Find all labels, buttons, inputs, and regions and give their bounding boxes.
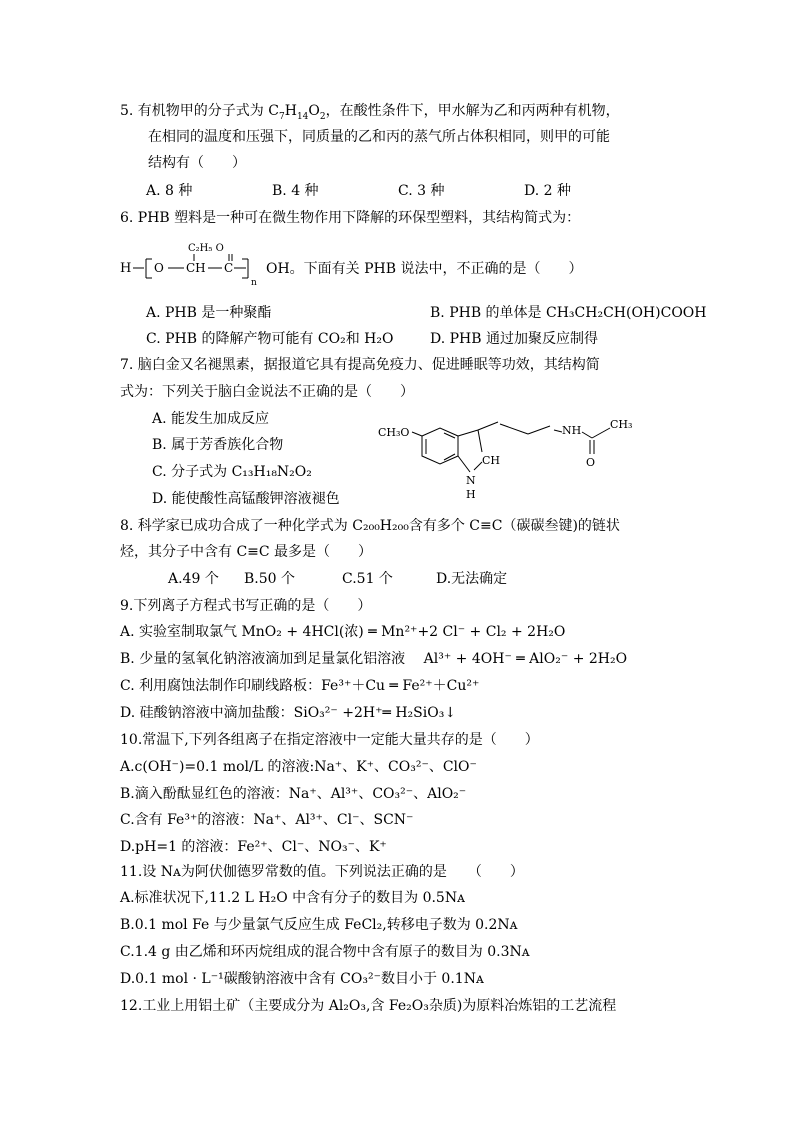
- q8-option-a: A.49 个: [168, 571, 219, 587]
- q11-option-b: B.0.1 mol Fe 与少量氯气反应生成 FeCl₂,转移电子数为 0.2Nᴀ: [120, 917, 518, 933]
- q9-option-b: B. 少量的氢氧化钠溶液滴加到足量氯化铝溶液 Al³⁺ + 4OH⁻ ═ AlO₂⁻ + 2H₂O: [120, 651, 628, 667]
- q12-line1: 12.工业上用铝土矿（主要成分为 Al₂O₃,含 Fe₂O₃杂质)为原料冶炼铝的工艺流程: [120, 998, 617, 1014]
- q9-line1: 9.下列离子方程式书写正确的是（ ）: [120, 598, 372, 614]
- q5-option-c: C. 3 种: [398, 183, 445, 199]
- phb-c: C: [224, 261, 234, 275]
- q7-option-c: C. 分子式为 C₁₃H₁₈N₂O₂: [152, 464, 312, 480]
- q9-option-d: D. 硅酸钠溶液中滴加盐酸：SiO₃²⁻ +2H⁺═ H₂SiO₃↓: [120, 705, 457, 721]
- q11-option-c: C.1.4 g 由乙烯和环丙烷组成的混合物中含有原子的数目为 0.3Nᴀ: [120, 944, 530, 960]
- q10-option-c: C.含有 Fe³⁺的溶液：Na⁺、Al³⁺、Cl⁻、SCN⁻: [120, 812, 414, 828]
- melatonin-structure: [378, 414, 638, 504]
- q9-option-c: C. 利用腐蚀法制作印刷线路板：Fe³⁺＋Cu ═ Fe²⁺＋Cu²⁺: [120, 678, 480, 694]
- q11-option-d: D.0.1 mol · L⁻¹碳酸钠溶液中含有 CO₃²⁻数目小于 0.1Nᴀ: [120, 971, 484, 987]
- q6-option-d: D. PHB 通过加聚反应制得: [430, 331, 598, 347]
- struct-h: H: [466, 488, 476, 501]
- q8-line1: 8. 科学家已成功合成了一种化学式为 C₂₀₀H₂₀₀含有多个 C≡C（碳碳叁键)的链状: [120, 518, 620, 534]
- q8-option-c: C.51 个: [342, 571, 393, 587]
- struct-ch3o: CH₃O: [378, 426, 410, 439]
- q5-line1: 5. 有机物甲的分子式为 $C_7H_{14}O_2$，在酸性条件下，甲水解为乙和丙两种有机物，: [120, 103, 620, 122]
- benzene-ring: [422, 428, 458, 464]
- phb-h: H: [120, 261, 132, 276]
- phb-o: O: [154, 261, 164, 275]
- q7-line2: 式为：下列关于脑白金说法不正确的是（ ）: [120, 384, 414, 400]
- struct-n: N: [466, 474, 476, 487]
- q10-option-b: B.滴入酚酞显红色的溶液：Na⁺、Al³⁺、CO₃²⁻、AlO₂⁻: [120, 786, 467, 802]
- q7-line1: 7. 脑白金又名褪黑素，据报道它具有提高免疫力、促进睡眠等功效，其结构简: [120, 357, 600, 373]
- phb-top-label: C₂H₅ O: [188, 243, 224, 254]
- q7-option-b: B. 属于芳香族化合物: [152, 437, 284, 453]
- q6-option-c: C. PHB 的降解产物可能有 CO₂和 H₂O: [146, 331, 394, 347]
- q8-option-b: B.50 个: [244, 571, 296, 587]
- q5-line3: 结构有（ ）: [148, 155, 246, 171]
- q8-line2: 烃，其分子中含有 C≡C 最多是（ ）: [120, 544, 373, 560]
- q7-option-d: D. 能使酸性高锰酸钾溶液褪色: [152, 491, 340, 507]
- q6-option-a: A. PHB 是一种聚酯: [146, 305, 272, 321]
- phb-n: n: [251, 278, 257, 288]
- q5-option-b: B. 4 种: [272, 183, 319, 199]
- q6-line1: 6. PHB 塑料是一种可在微生物作用下降解的环保型塑料，其结构简式为：: [120, 210, 581, 226]
- q9-option-a: A. 实验室制取氯气 MnO₂ + 4HCl(浓) ═ Mn²⁺+2 Cl⁻ + Cl₂ + 2H₂O: [120, 624, 566, 640]
- q10-line1: 10.常温下,下列各组离子在指定溶液中一定能大量共存的是（ ）: [120, 732, 539, 748]
- q5-option-d: D. 2 种: [524, 183, 571, 199]
- q5-option-a: A. 8 种: [146, 183, 193, 199]
- q6-formula-tail: OH。下面有关 PHB 说法中，不正确的是（ ）: [266, 261, 583, 277]
- q10-option-a: A.c(OH⁻)=0.1 mol/L 的溶液:Na⁺、K⁺、CO₃²⁻、ClO⁻: [120, 759, 477, 775]
- phb-ch: CH: [186, 261, 206, 275]
- struct-ch3: CH₃: [610, 418, 633, 431]
- q5-line2: 在相同的温度和压强下，同质量的乙和丙的蒸气所占体积相同，则甲的可能: [148, 129, 610, 145]
- q7-option-a: A. 能发生加成反应: [152, 411, 270, 427]
- struct-nh: NH: [562, 424, 582, 437]
- q8-option-d: D.无法确定: [436, 571, 508, 587]
- q11-line1: 11.设 Nᴀ为阿伏伽德罗常数的值。下列说法正确的是 （ ）: [120, 864, 524, 880]
- q11-option-a: A.标准状况下,11.2 L H₂O 中含有分子的数目为 0.5Nᴀ: [120, 890, 466, 906]
- q6-option-b: B. PHB 的单体是 CH₃CH₂CH(OH)COOH: [430, 305, 707, 321]
- phb-structure: [116, 238, 276, 292]
- struct-o: O: [586, 456, 596, 469]
- q10-option-d: D.pH=1 的溶液：Fe²⁺、Cl⁻、NO₃⁻、K⁺: [120, 839, 387, 855]
- struct-ch: CH: [482, 454, 501, 467]
